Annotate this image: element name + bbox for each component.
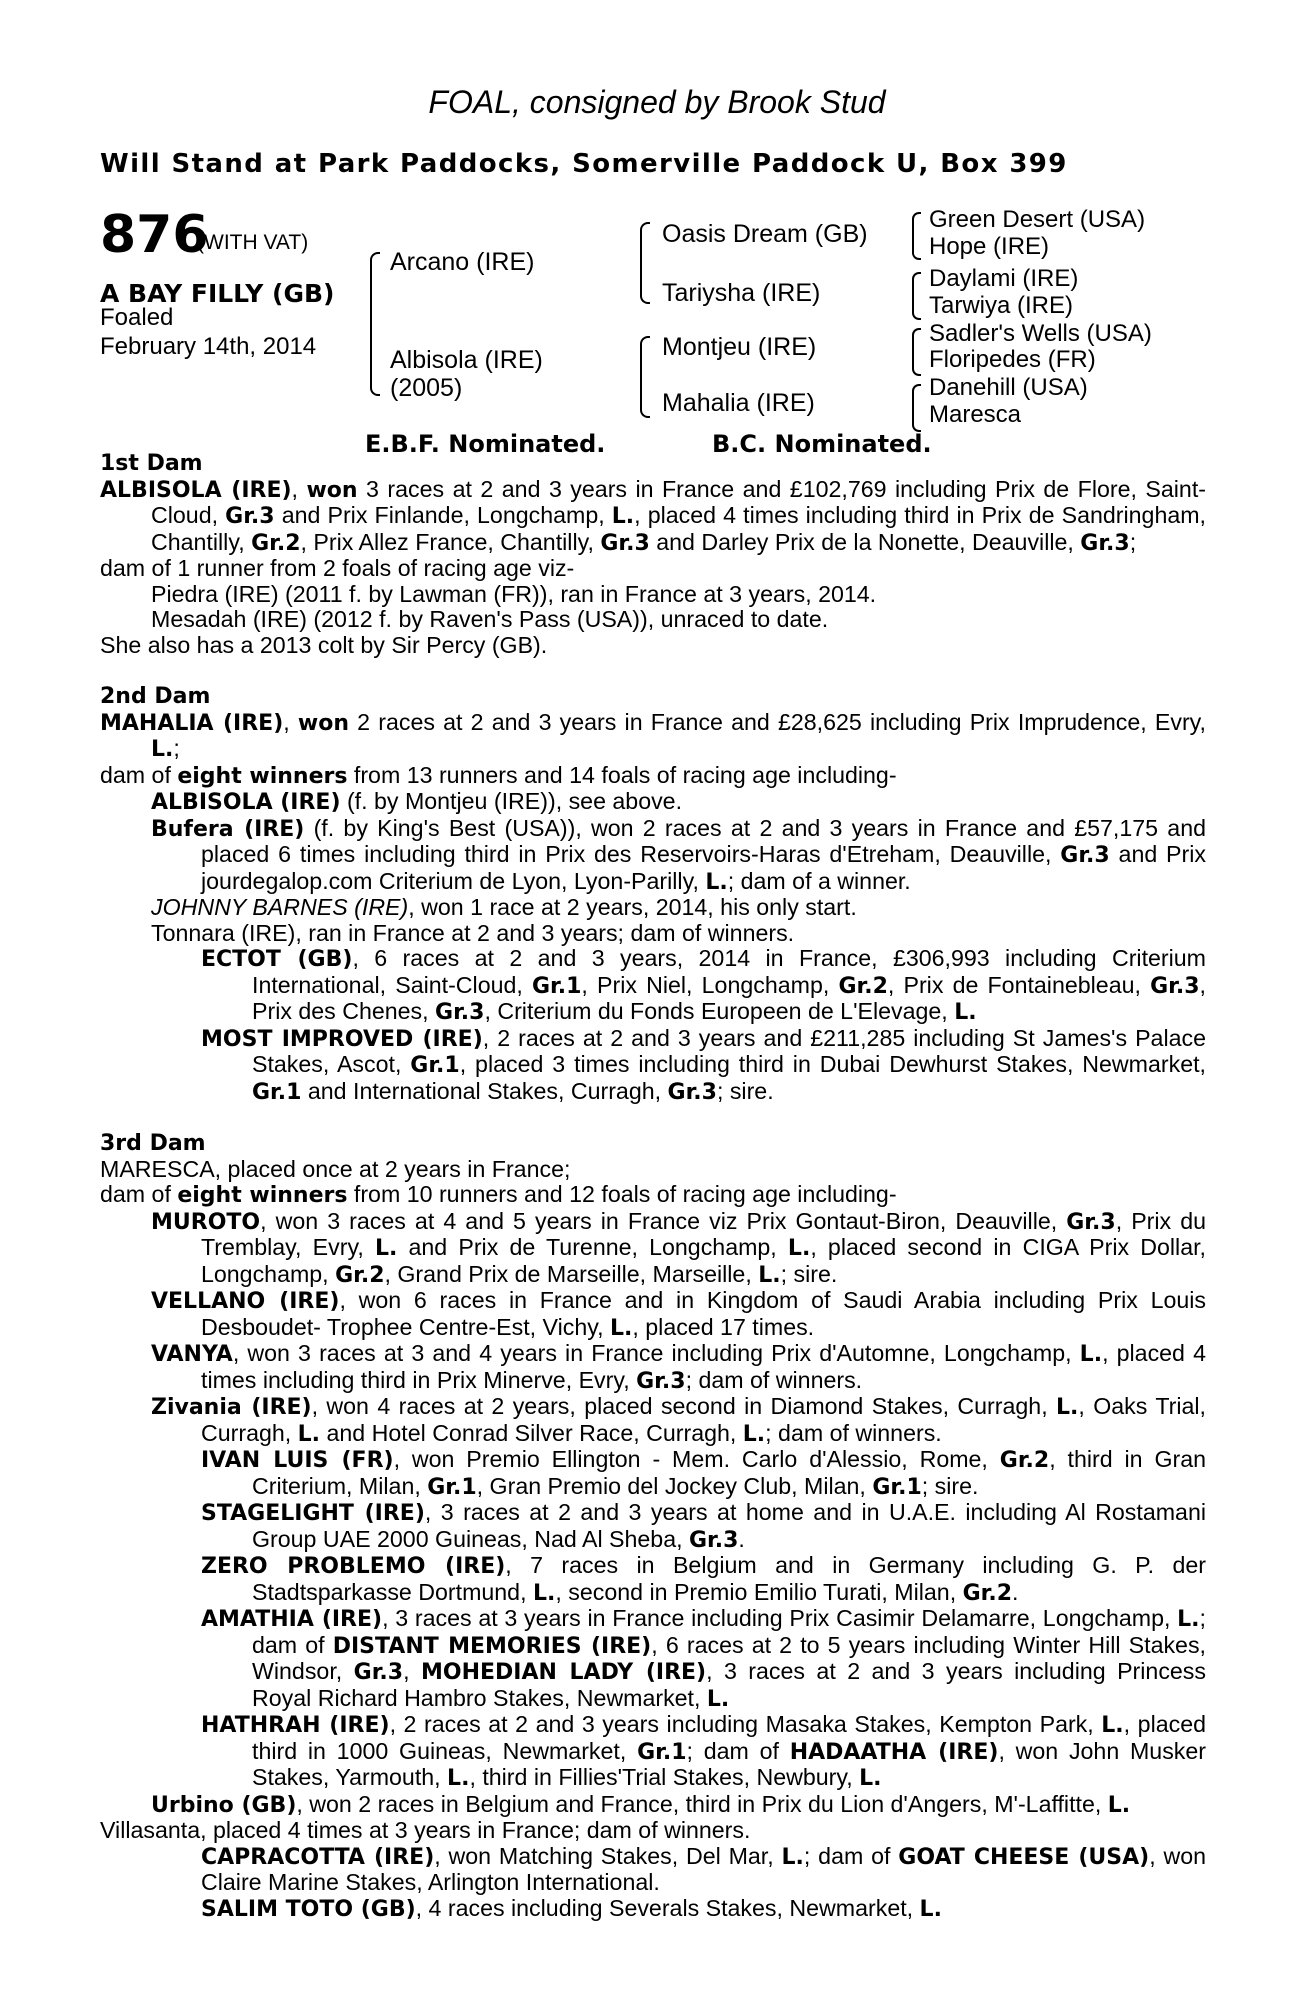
grade-label: Gr.3 bbox=[636, 1368, 686, 1394]
pedigree-brace bbox=[640, 222, 650, 304]
pedigree-brace bbox=[912, 328, 921, 376]
third-dam-entry: MARESCA, placed once at 2 years in France; bbox=[100, 1155, 571, 1182]
catalogue-body bbox=[100, 451, 1206, 1922]
offspring-line bbox=[100, 1209, 1206, 1289]
ebf-nominated: E.B.F. Nominated. bbox=[365, 430, 606, 458]
offspring-line bbox=[100, 1844, 1206, 1896]
race-text: . bbox=[738, 1525, 745, 1552]
winners-count: eight winners bbox=[177, 763, 348, 789]
grade-label: Gr.2 bbox=[838, 973, 888, 999]
race-text: ; dam of winners. bbox=[685, 1366, 863, 1393]
horse-name: MAHALIA (IRE) bbox=[100, 710, 284, 736]
race-text: , 2 races at 2 and 3 years including Masaka Stakes, Kempton Park, bbox=[389, 1711, 1102, 1737]
stand-location: Will Stand at Park Paddocks, Somerville Paddock U, Box 399 bbox=[100, 149, 1068, 179]
pedigree-dam-sire: Montjeu (IRE) bbox=[662, 333, 817, 361]
pedigree-sire: Arcano (IRE) bbox=[390, 248, 535, 276]
grade-label: Gr.1 bbox=[637, 1739, 687, 1765]
grade-label: Gr.2 bbox=[962, 1580, 1013, 1606]
race-text: , 6 races at 2 and 3 years, 2014 in France, £306,993 including Criterium International, Saint-Cloud, bbox=[252, 945, 1206, 998]
listed-label: L. bbox=[781, 1844, 804, 1870]
horse-name: MUROTO bbox=[151, 1209, 261, 1235]
grade-label: Gr.3 bbox=[667, 1079, 717, 1105]
listed-label: L. bbox=[151, 737, 174, 762]
offspring-line bbox=[100, 1553, 1206, 1606]
offspring-line bbox=[100, 1447, 1206, 1500]
horse-name: AMATHIA (IRE) bbox=[201, 1607, 383, 1632]
lot-number: 876 bbox=[100, 205, 209, 265]
grade-label: Gr.3 bbox=[1080, 530, 1130, 556]
horse-name: STAGELIGHT (IRE) bbox=[201, 1501, 425, 1526]
race-text: ; sire. bbox=[780, 1260, 838, 1287]
race-text: , Prix du Tremblay, Evry, bbox=[201, 1207, 1206, 1260]
race-text: , second in Premio Emilio Turati, Milan, bbox=[555, 1578, 963, 1605]
horse-name: IVAN LUIS (FR) bbox=[201, 1448, 394, 1473]
race-text: and Hotel Conrad Silver Race, Curragh, bbox=[320, 1419, 743, 1446]
race-text: and Darley Prix de la Nonette, Deauville, bbox=[649, 528, 1081, 555]
offspring-line bbox=[100, 1288, 1206, 1341]
race-text: , 2 races at 2 and 3 years and £211,285 including St James's Palace Stakes, Ascot, bbox=[252, 1024, 1206, 1077]
race-text: , Prix Niel, Longchamp, bbox=[581, 971, 839, 998]
horse-name: CAPRACOTTA (IRE) bbox=[201, 1844, 435, 1870]
offspring-line bbox=[100, 946, 1206, 1026]
offspring-line bbox=[100, 1792, 1206, 1819]
race-text: ; dam of bbox=[686, 1737, 790, 1764]
race-text: , 6 races at 2 to 5 years including Winter Hill Stakes, Windsor, bbox=[252, 1631, 1206, 1684]
first-dam-heading: 1st Dam bbox=[100, 451, 203, 476]
race-text: ; dam of winners. bbox=[765, 1419, 942, 1446]
offspring-line bbox=[100, 1026, 1206, 1106]
race-text: , third in Fillies'Trial Stakes, Newbury, bbox=[469, 1764, 860, 1790]
pedigree-brace bbox=[912, 384, 921, 432]
horse-name: DISTANT MEMORIES (IRE) bbox=[332, 1633, 652, 1659]
grade-label: Gr.3 bbox=[353, 1660, 404, 1685]
race-text: ; sire. bbox=[921, 1472, 979, 1499]
race-text: 3 races at 2 and 3 years in France and £102,769 including Prix de Flore, Saint-Cloud, bbox=[151, 475, 1206, 528]
second-dam-entry: MAHALIA (IRE), won 2 races at 2 and 3 years in France and £28,625 including Prix Imprudence, Evry, L.; bbox=[100, 708, 1206, 762]
horse-name: Urbino (GB) bbox=[151, 1792, 297, 1818]
offspring-line bbox=[100, 895, 1206, 921]
pedigree-g3-8: Maresca bbox=[929, 401, 1022, 428]
race-text: , won Claire Marine Stakes, Arlington International. bbox=[201, 1842, 1207, 1895]
race-text: and Prix jourdegalop.com Criterium de Lyon, Lyon-Parilly, bbox=[201, 841, 1206, 894]
listed-label: L. bbox=[610, 1315, 633, 1341]
listed-label: L. bbox=[705, 869, 728, 895]
race-text: , won 2 races in Belgium and France, third in Prix du Lion d'Angers, M'-Laffitte, bbox=[296, 1790, 1108, 1817]
race-text: , won 3 races at 3 and 4 years in France including Prix d'Automne, Longchamp, bbox=[232, 1340, 1080, 1366]
grade-label: Gr.1 bbox=[427, 1474, 477, 1500]
race-text: , 7 races in Belgium and in Germany including G. P. der Stadtsparkasse Dortmund, bbox=[252, 1552, 1207, 1605]
pedigree-brace bbox=[370, 252, 380, 396]
horse-name: ALBISOLA (IRE) bbox=[151, 790, 341, 815]
race-text: , Grand Prix de Marseille, Marseille, bbox=[384, 1260, 759, 1287]
race-text: ; bbox=[1129, 528, 1137, 555]
race-text: and International Stakes, Curragh, bbox=[301, 1077, 668, 1104]
race-text: , won 1 race at 2 years, 2014, his only start. bbox=[408, 894, 857, 920]
race-text: ; dam of a winner. bbox=[727, 867, 911, 894]
foaled-date: February 14th, 2014 bbox=[100, 333, 317, 360]
offspring-line: Piedra (IRE) (2011 f. by Lawman (FR)), ran in France at 3 years, 2014. bbox=[151, 580, 877, 607]
listed-label: L. bbox=[1107, 1792, 1131, 1818]
race-text: ; sire. bbox=[716, 1077, 774, 1104]
horse-name: Zivania (IRE) bbox=[151, 1395, 312, 1420]
horse-name: Bufera (IRE) bbox=[151, 816, 305, 842]
offspring-line bbox=[100, 1712, 1206, 1792]
dam-of-line: dam of 1 runner from 2 foals of racing age viz- bbox=[100, 555, 575, 581]
foal-name: A BAY FILLY (GB) bbox=[100, 279, 335, 308]
race-text: , placed second in CIGA Prix Dollar, Longchamp, bbox=[201, 1234, 1206, 1287]
grade-label: Gr.3 bbox=[1066, 1209, 1116, 1235]
race-text: , 3 races at 2 and 3 years at home and in U.A.E. including Al Rostamani Group UAE 2000 Guineas, Nad Al Sheba, bbox=[252, 1499, 1207, 1552]
grade-label: Gr.3 bbox=[1060, 843, 1110, 868]
second-dam-heading: 2nd Dam bbox=[100, 684, 211, 709]
offspring-line bbox=[100, 1341, 1206, 1394]
race-text: , 4 races including Severals Stakes, Newmarket, bbox=[415, 1894, 920, 1921]
listed-label: L. bbox=[447, 1766, 470, 1791]
pedigree-dam-year: (2005) bbox=[390, 374, 463, 402]
race-text: , placed 3 times including third in Dubai Dewhurst Stakes, Newmarket, bbox=[459, 1051, 1206, 1077]
grade-label: Gr.3 bbox=[435, 1000, 485, 1025]
race-text: ; dam of bbox=[252, 1605, 1206, 1658]
race-text: , third in Gran Criterium, Milan, bbox=[252, 1446, 1206, 1499]
grade-label: Gr.1 bbox=[872, 1474, 922, 1500]
race-text: ; dam of bbox=[803, 1842, 899, 1869]
pedigree-g3-1: Green Desert (USA) bbox=[929, 206, 1146, 233]
offspring-line bbox=[100, 1500, 1206, 1553]
horse-name: GOAT CHEESE (USA) bbox=[898, 1844, 1150, 1870]
listed-label: L. bbox=[611, 504, 635, 529]
race-text: , Prix de Fontainebleau, bbox=[887, 971, 1151, 998]
listed-label: L. bbox=[1177, 1607, 1200, 1632]
offspring-line bbox=[100, 1896, 1206, 1923]
race-text: (f. by King's Best (USA)), won 2 races at 2 and 3 years in France and £57,175 and placed 6 times including third in Prix des Reservoirs-Haras d'Etreham, Deauville, bbox=[201, 814, 1206, 867]
race-text: 2 races at 2 and 3 years in France and £28,625 including Prix Imprudence, Evry, bbox=[348, 708, 1206, 735]
dam-of-line bbox=[100, 763, 1206, 790]
listed-label: L. bbox=[758, 1262, 781, 1288]
horse-name: MOST IMPROVED (IRE) bbox=[201, 1026, 483, 1052]
third-dam-heading: 3rd Dam bbox=[100, 1131, 206, 1156]
listed-label: L. bbox=[1056, 1395, 1079, 1420]
listed-label: L. bbox=[706, 1686, 730, 1712]
horse-name: VELLANO (IRE) bbox=[151, 1289, 340, 1314]
grade-label: Gr.1 bbox=[531, 973, 582, 999]
listed-label: L. bbox=[859, 1766, 882, 1791]
grade-label: Gr.3 bbox=[688, 1527, 739, 1553]
grade-label: Gr.2 bbox=[335, 1262, 385, 1288]
race-text: from 10 runners and 12 foals of racing age including- bbox=[347, 1181, 897, 1207]
offspring-line bbox=[100, 1394, 1206, 1447]
listed-label: L. bbox=[297, 1421, 321, 1447]
horse-name: ZERO PROBLEMO (IRE) bbox=[201, 1554, 506, 1579]
horse-name: VANYA bbox=[151, 1342, 233, 1367]
race-text: , won John Musker Stakes, Yarmouth, bbox=[252, 1737, 1207, 1790]
listed-label: L. bbox=[532, 1580, 556, 1606]
foaled-label: Foaled bbox=[100, 304, 174, 331]
race-text: , placed 4 times including third in Prix de Sandringham, Chantilly, bbox=[151, 502, 1206, 555]
grade-label: Gr.1 bbox=[252, 1079, 302, 1105]
listed-label: L. bbox=[374, 1236, 398, 1261]
race-text: , won 4 races at 2 years, placed second in Diamond Stakes, Curragh, bbox=[311, 1393, 1057, 1419]
pedigree-g3-7: Danehill (USA) bbox=[929, 374, 1088, 401]
race-text: . bbox=[1012, 1578, 1019, 1605]
race-text: , won 3 races at 4 and 5 years in France viz Prix Gontaut-Biron, Deauville, bbox=[260, 1207, 1067, 1234]
horse-name: MOHEDIAN LADY (IRE) bbox=[420, 1660, 707, 1685]
grade-label: Gr.3 bbox=[225, 504, 275, 529]
offspring-line bbox=[100, 1606, 1206, 1712]
pedigree-brace bbox=[640, 336, 650, 418]
pedigree-brace bbox=[912, 212, 921, 260]
race-text: , 3 races at 2 and 3 years including Princess Royal Richard Hambro Stakes, Newmarket, bbox=[252, 1658, 1206, 1711]
pedigree-sire-sire: Oasis Dream (GB) bbox=[662, 220, 868, 248]
race-text: , won 6 races in France and in Kingdom of Saudi Arabia including Prix Louis Desboudet- Trophee Centre-Est, Vichy, bbox=[201, 1287, 1207, 1340]
pedigree-g3-2: Hope (IRE) bbox=[929, 233, 1050, 260]
grade-label: Gr.3 bbox=[1150, 973, 1200, 999]
pedigree-brace bbox=[912, 272, 921, 320]
race-text: (f. by Montjeu (IRE)), see above. bbox=[340, 788, 683, 814]
pedigree-dam: Albisola (IRE) bbox=[390, 346, 543, 374]
pedigree-g3-3: Daylami (IRE) bbox=[929, 265, 1079, 292]
race-text: , bbox=[403, 1658, 421, 1684]
offspring-line: Tonnara (IRE), ran in France at 2 and 3 years; dam of winners. bbox=[151, 919, 795, 946]
horse-name: JOHNNY BARNES (IRE) bbox=[151, 894, 409, 920]
race-text: , won Premio Ellington - Mem. Carlo d'Alessio, Rome, bbox=[393, 1446, 1000, 1472]
offspring-line bbox=[100, 816, 1206, 896]
bc-nominated: B.C. Nominated. bbox=[712, 430, 932, 458]
lot-vat-note: (WITH VAT) bbox=[197, 231, 309, 254]
race-text: , won Matching Stakes, Del Mar, bbox=[434, 1842, 782, 1869]
pedigree-sire-dam: Tariysha (IRE) bbox=[662, 279, 821, 307]
listed-label: L. bbox=[787, 1236, 811, 1261]
race-text: , Oaks Trial, Curragh, bbox=[201, 1393, 1206, 1446]
horse-name: ALBISOLA (IRE) bbox=[100, 477, 292, 503]
race-text: ; bbox=[173, 735, 180, 761]
listed-label: L. bbox=[1079, 1342, 1103, 1367]
offspring-line bbox=[100, 789, 1206, 816]
pedigree-g3-5: Sadler's Wells (USA) bbox=[929, 320, 1152, 347]
horse-name: HADAATHA (IRE) bbox=[789, 1739, 999, 1765]
horse-name: ECTOT (GB) bbox=[201, 947, 353, 972]
won-label: won bbox=[297, 710, 349, 736]
race-text: , Criterium du Fonds Europeen de L'Elevage, bbox=[484, 998, 955, 1024]
race-text: and Prix Finlande, Longchamp, bbox=[274, 502, 612, 528]
listed-label: L. bbox=[1101, 1713, 1124, 1738]
race-text: dam of bbox=[100, 761, 178, 788]
race-text: and Prix de Turenne, Longchamp, bbox=[397, 1234, 788, 1260]
won-label: won bbox=[306, 477, 358, 503]
also-line: She also has a 2013 colt by Sir Percy (GB). bbox=[100, 631, 548, 658]
listed-label: L. bbox=[742, 1421, 766, 1447]
listed-label: L. bbox=[919, 1896, 942, 1922]
race-text: , Gran Premio del Jockey Club, Milan, bbox=[476, 1472, 873, 1499]
race-text: , Prix des Chenes, bbox=[252, 971, 1206, 1024]
offspring-line: Mesadah (IRE) (2012 f. by Raven's Pass (USA)), unraced to date. bbox=[151, 606, 829, 632]
pedigree-g3-6: Floripedes (FR) bbox=[929, 346, 1096, 373]
race-text: from 13 runners and 14 foals of racing age including- bbox=[347, 761, 897, 788]
dam-of-line bbox=[100, 1182, 1206, 1209]
pedigree-g3-4: Tarwiya (IRE) bbox=[929, 292, 1074, 319]
grade-label: Gr.2 bbox=[251, 530, 301, 556]
grade-label: Gr.2 bbox=[999, 1448, 1050, 1473]
offspring-line: Villasanta, placed 4 times at 3 years in France; dam of winners. bbox=[100, 1817, 751, 1843]
race-text: , placed 4 times including third in Prix Minerve, Evry, bbox=[201, 1340, 1206, 1393]
pedigree-dam-dam: Mahalia (IRE) bbox=[662, 389, 815, 417]
race-text: , Prix Allez France, Chantilly, bbox=[300, 528, 601, 555]
grade-label: Gr.3 bbox=[600, 530, 650, 556]
first-dam-entry: ALBISOLA (IRE), won 3 races at 2 and 3 years in France and £102,769 including Prix de Flore, Saint-Cloud, Gr.3 and Prix Finlande, Longchamp, L., placed 4 times including third in Prix de Sandringham, Chantilly, Gr.2, Prix Allez France, Chantilly, Gr.3 and Darley Prix de la Nonette, Deauville, Gr.3; bbox=[100, 475, 1206, 556]
winners-count: eight winners bbox=[177, 1183, 348, 1208]
grade-label: Gr.1 bbox=[410, 1053, 460, 1078]
race-text: , placed third in 1000 Guineas, Newmarket, bbox=[252, 1711, 1206, 1764]
race-text: , placed 17 times. bbox=[632, 1313, 815, 1340]
race-text: dam of bbox=[100, 1181, 178, 1207]
horse-name: SALIM TOTO (GB) bbox=[201, 1896, 416, 1922]
page-title: FOAL, consigned by Brook Stud bbox=[428, 84, 886, 120]
horse-name: HATHRAH (IRE) bbox=[201, 1713, 390, 1738]
race-text: , 3 races at 3 years in France including Prix Casimir Delamarre, Longchamp, bbox=[382, 1605, 1178, 1631]
listed-label: L. bbox=[954, 1000, 977, 1025]
